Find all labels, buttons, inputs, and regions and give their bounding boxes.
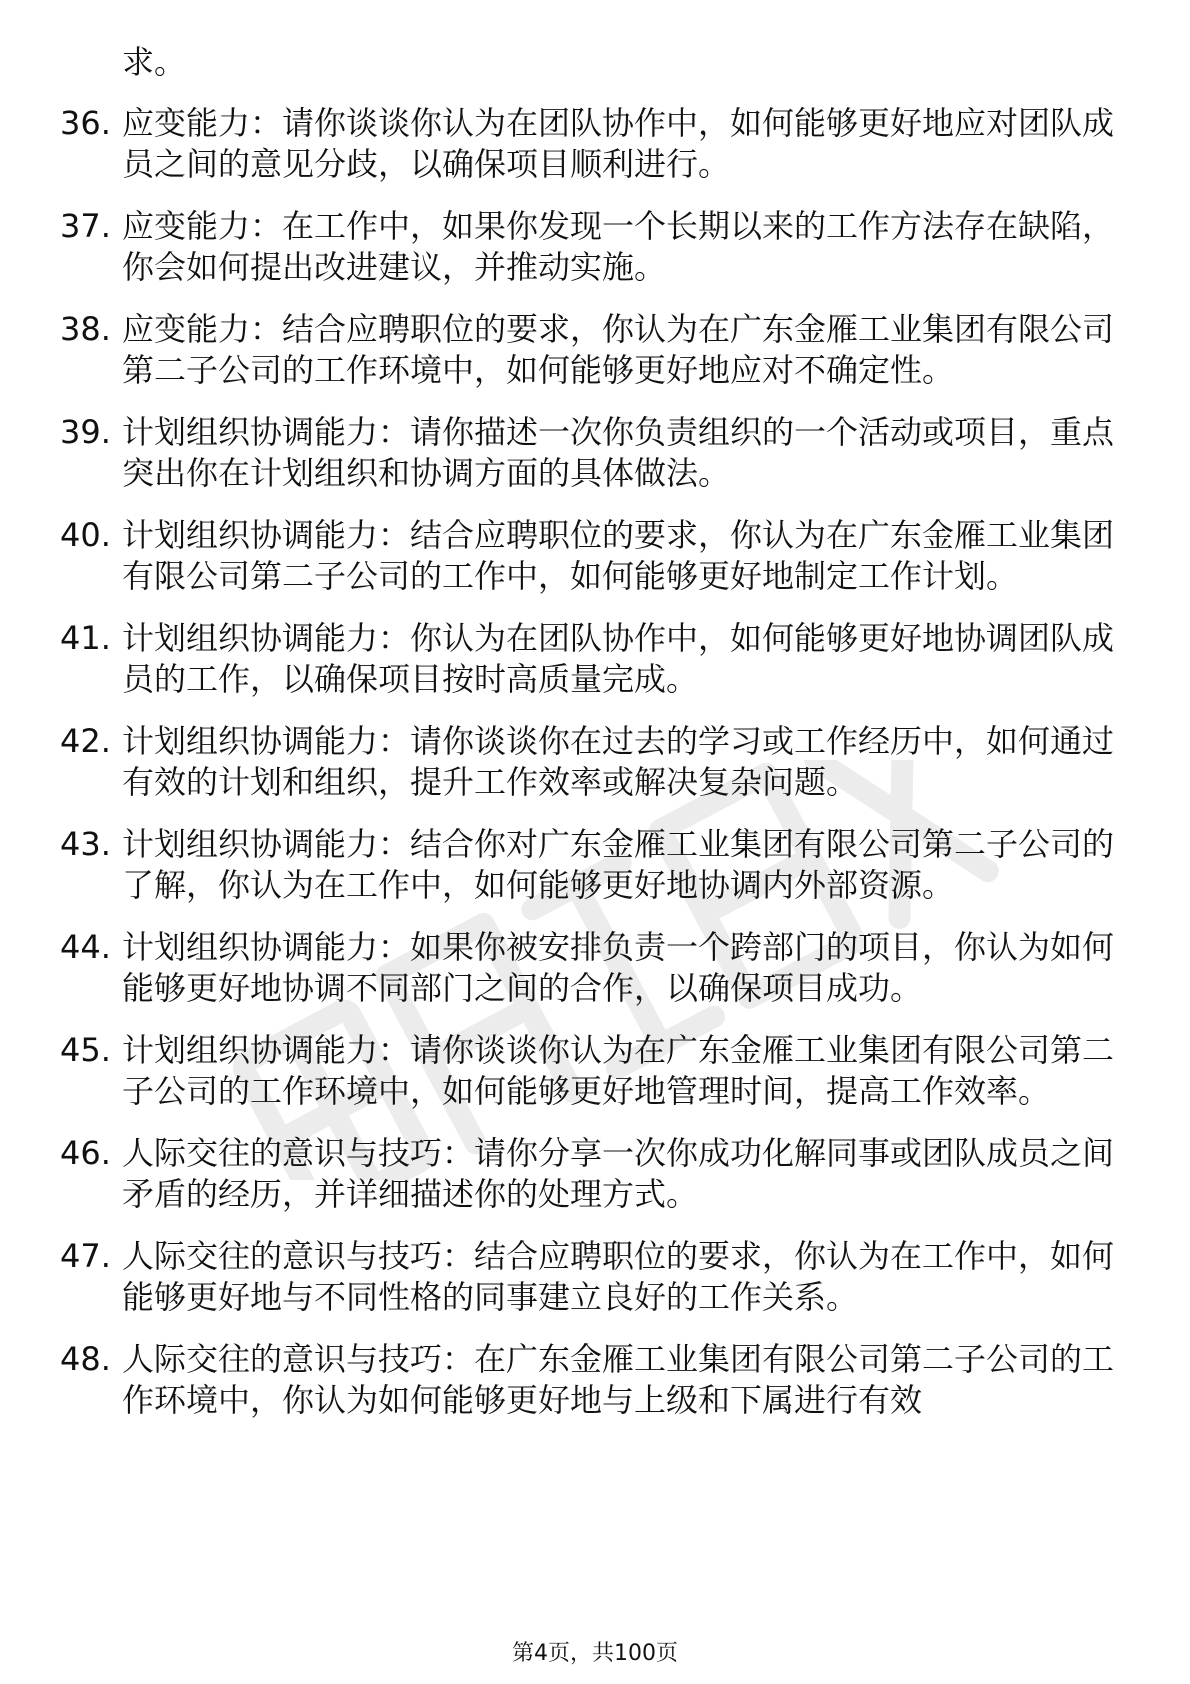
list-item bbox=[60, 927, 1120, 1009]
question-text: 计划组织协调能力：请你谈谈你认为在广东金雁工业集团有限公司第二子公司的工作环境中，如何能够更好地管理时间，提高工作效率。 bbox=[122, 1031, 1115, 1110]
question-text: 应变能力：结合应聘职位的要求，你认为在广东金雁工业集团有限公司第二子公司的工作环境中，如何能够更好地应对不确定性。 bbox=[122, 310, 1115, 389]
question-text: 计划组织协调能力：你认为在团队协作中，如何能够更好地协调团队成员的工作，以确保项目按时高质量完成。 bbox=[122, 619, 1115, 698]
question-number: 44. bbox=[60, 928, 111, 966]
question-text: 人际交往的意识与技巧：在广东金雁工业集团有限公司第二子公司的工作环境中，你认为如何能够更好地与上级和下属进行有效 bbox=[122, 1340, 1115, 1419]
list-item bbox=[60, 1030, 1120, 1112]
question-number: 39. bbox=[60, 413, 111, 451]
question-number: 37. bbox=[60, 207, 111, 245]
list-item bbox=[60, 721, 1120, 803]
list-item bbox=[60, 515, 1120, 597]
list-item bbox=[60, 618, 1120, 700]
question-number: 45. bbox=[60, 1031, 111, 1069]
question-number: 36. bbox=[60, 104, 111, 142]
list-item bbox=[60, 206, 1120, 288]
list-item bbox=[60, 309, 1120, 391]
list-item bbox=[60, 412, 1120, 494]
question-number: 42. bbox=[60, 722, 111, 760]
list-item bbox=[60, 1236, 1120, 1318]
question-number: 46. bbox=[60, 1134, 111, 1172]
list-item bbox=[60, 824, 1120, 906]
list-item bbox=[60, 103, 1120, 185]
question-text: 计划组织协调能力：请你描述一次你负责组织的一个活动或项目，重点突出你在计划组织和协调方面的具体做法。 bbox=[122, 413, 1115, 492]
question-number: 43. bbox=[60, 825, 111, 863]
question-number: 48. bbox=[60, 1340, 111, 1378]
question-text: 计划组织协调能力：如果你被安排负责一个跨部门的项目，你认为如何能够更好地协调不同部门之间的合作，以确保项目成功。 bbox=[122, 928, 1115, 1007]
continuation-text: 求。 bbox=[122, 43, 187, 81]
question-text: 应变能力：请你谈谈你认为在团队协作中，如何能够更好地应对团队成员之间的意见分歧，以确保项目顺利进行。 bbox=[122, 104, 1115, 183]
list-item bbox=[60, 1339, 1120, 1421]
question-number: 40. bbox=[60, 516, 111, 554]
question-list bbox=[60, 103, 1120, 1421]
question-text: 计划组织协调能力：结合你对广东金雁工业集团有限公司第二子公司的了解，你认为在工作中，如何能够更好地协调内外部资源。 bbox=[122, 825, 1115, 904]
question-text: 应变能力：在工作中，如果你发现一个长期以来的工作方法存在缺陷，你会如何提出改进建议，并推动实施。 bbox=[122, 207, 1115, 286]
question-number: 47. bbox=[60, 1237, 111, 1275]
page-footer: 第4页，共100页 bbox=[512, 1641, 678, 1666]
question-text: 计划组织协调能力：结合应聘职位的要求，你认为在广东金雁工业集团有限公司第二子公司的工作中，如何能够更好地制定工作计划。 bbox=[122, 516, 1115, 595]
question-text: 人际交往的意识与技巧：结合应聘职位的要求，你认为在工作中，如何能够更好地与不同性格的同事建立良好的工作关系。 bbox=[122, 1237, 1115, 1316]
list-item bbox=[60, 1133, 1120, 1215]
question-number: 41. bbox=[60, 619, 111, 657]
document-body bbox=[60, 42, 1120, 1442]
question-number: 38. bbox=[60, 310, 111, 348]
question-text: 计划组织协调能力：请你谈谈你在过去的学习或工作经历中，如何通过有效的计划和组织，提升工作效率或解决复杂问题。 bbox=[122, 722, 1115, 801]
question-text: 人际交往的意识与技巧：请你分享一次你成功化解同事或团队成员之间矛盾的经历，并详细描述你的处理方式。 bbox=[122, 1134, 1115, 1213]
